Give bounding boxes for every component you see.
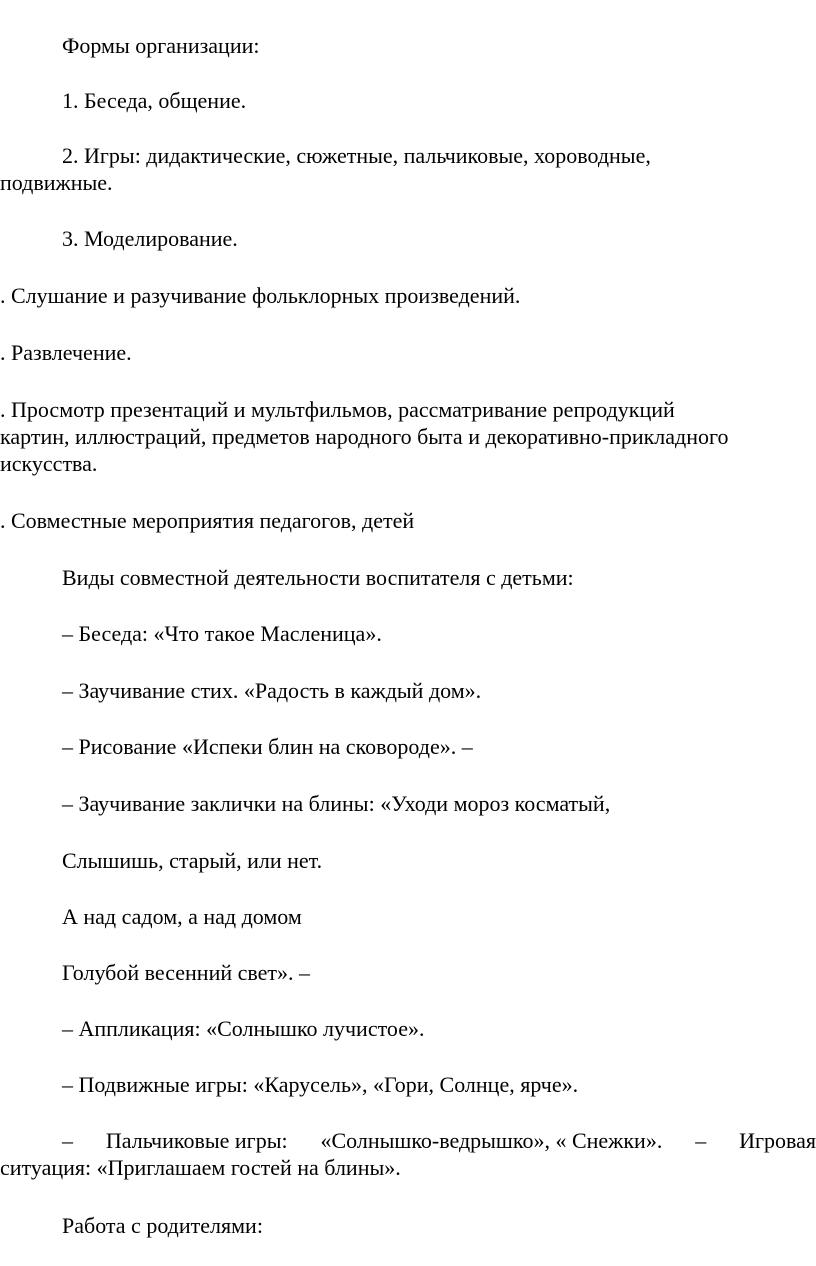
text-line: ситуация: «Приглашаем гостей на блины». xyxy=(0,1155,401,1180)
text-line: – Аппликация: «Солнышко лучистое». xyxy=(62,1016,425,1041)
poem-line xyxy=(0,959,816,986)
list-item xyxy=(0,507,816,534)
text-word: Пальчиковые игры: xyxy=(105,1128,288,1153)
text-line: картин, иллюстраций, предметов народного быта и декоративно-прикладного xyxy=(0,424,729,449)
text-line: . Просмотр презентаций и мультфильмов, рассматривание репродукций xyxy=(0,397,675,422)
text-word: – xyxy=(695,1128,707,1153)
text-line: искусства. xyxy=(0,451,98,476)
list-item xyxy=(0,396,816,477)
poem-line xyxy=(0,847,816,874)
text-line: . Совместные мероприятия педагогов, детей xyxy=(0,508,415,533)
list-item xyxy=(0,282,816,309)
list-item xyxy=(0,339,816,366)
text-line: – Подвижные игры: «Карусель», «Гори, Солнце, ярче». xyxy=(62,1072,579,1097)
list-item xyxy=(0,1127,816,1181)
text-word: Игровая xyxy=(739,1128,816,1153)
text-line: Голубой весенний свет». – xyxy=(62,960,311,985)
list-item xyxy=(0,225,816,252)
heading-activities xyxy=(0,564,816,591)
heading-forms xyxy=(0,32,816,59)
text-word: – xyxy=(62,1128,73,1153)
text-line: А над садом, а над домом xyxy=(62,904,302,929)
text-line: Работа с родителями: xyxy=(62,1213,263,1238)
list-item xyxy=(0,87,816,114)
text-word: «Солнышко-ведрышко», « Снежки». xyxy=(320,1128,663,1153)
text-line: подвижные. xyxy=(0,170,113,195)
text-line: 1. Беседа, общение. xyxy=(62,88,247,113)
text-line: . Слушание и разучивание фольклорных произведений. xyxy=(0,283,521,308)
text-line: 3. Моделирование. xyxy=(62,226,238,251)
list-item xyxy=(0,1015,816,1042)
list-item xyxy=(0,142,816,196)
text-line: . Развлечение. xyxy=(0,340,132,365)
text-line: – Беседа: «Что такое Масленица». xyxy=(62,621,382,646)
text-line: Слышишь, старый, или нет. xyxy=(62,848,323,873)
text-line: – Рисование «Испеки блин на сковороде». – xyxy=(62,734,473,759)
list-item xyxy=(0,1071,816,1098)
text-line: – Заучивание заклички на блины: «Уходи мороз косматый, xyxy=(62,791,611,816)
poem-line xyxy=(0,903,816,930)
text-line: – Заучивание стих. «Радость в каждый дом». xyxy=(62,678,482,703)
text-line: Формы организации: xyxy=(62,33,260,58)
text-line: 2. Игры: дидактические, сюжетные, пальчиковые, хороводные, xyxy=(62,143,651,168)
text-line: Виды совместной деятельности воспитателя с детьми: xyxy=(62,565,574,590)
list-item xyxy=(0,733,816,760)
list-item xyxy=(0,677,816,704)
list-item xyxy=(0,790,816,817)
justified-line xyxy=(0,1127,816,1154)
list-item xyxy=(0,620,816,647)
heading-parents xyxy=(0,1212,816,1239)
